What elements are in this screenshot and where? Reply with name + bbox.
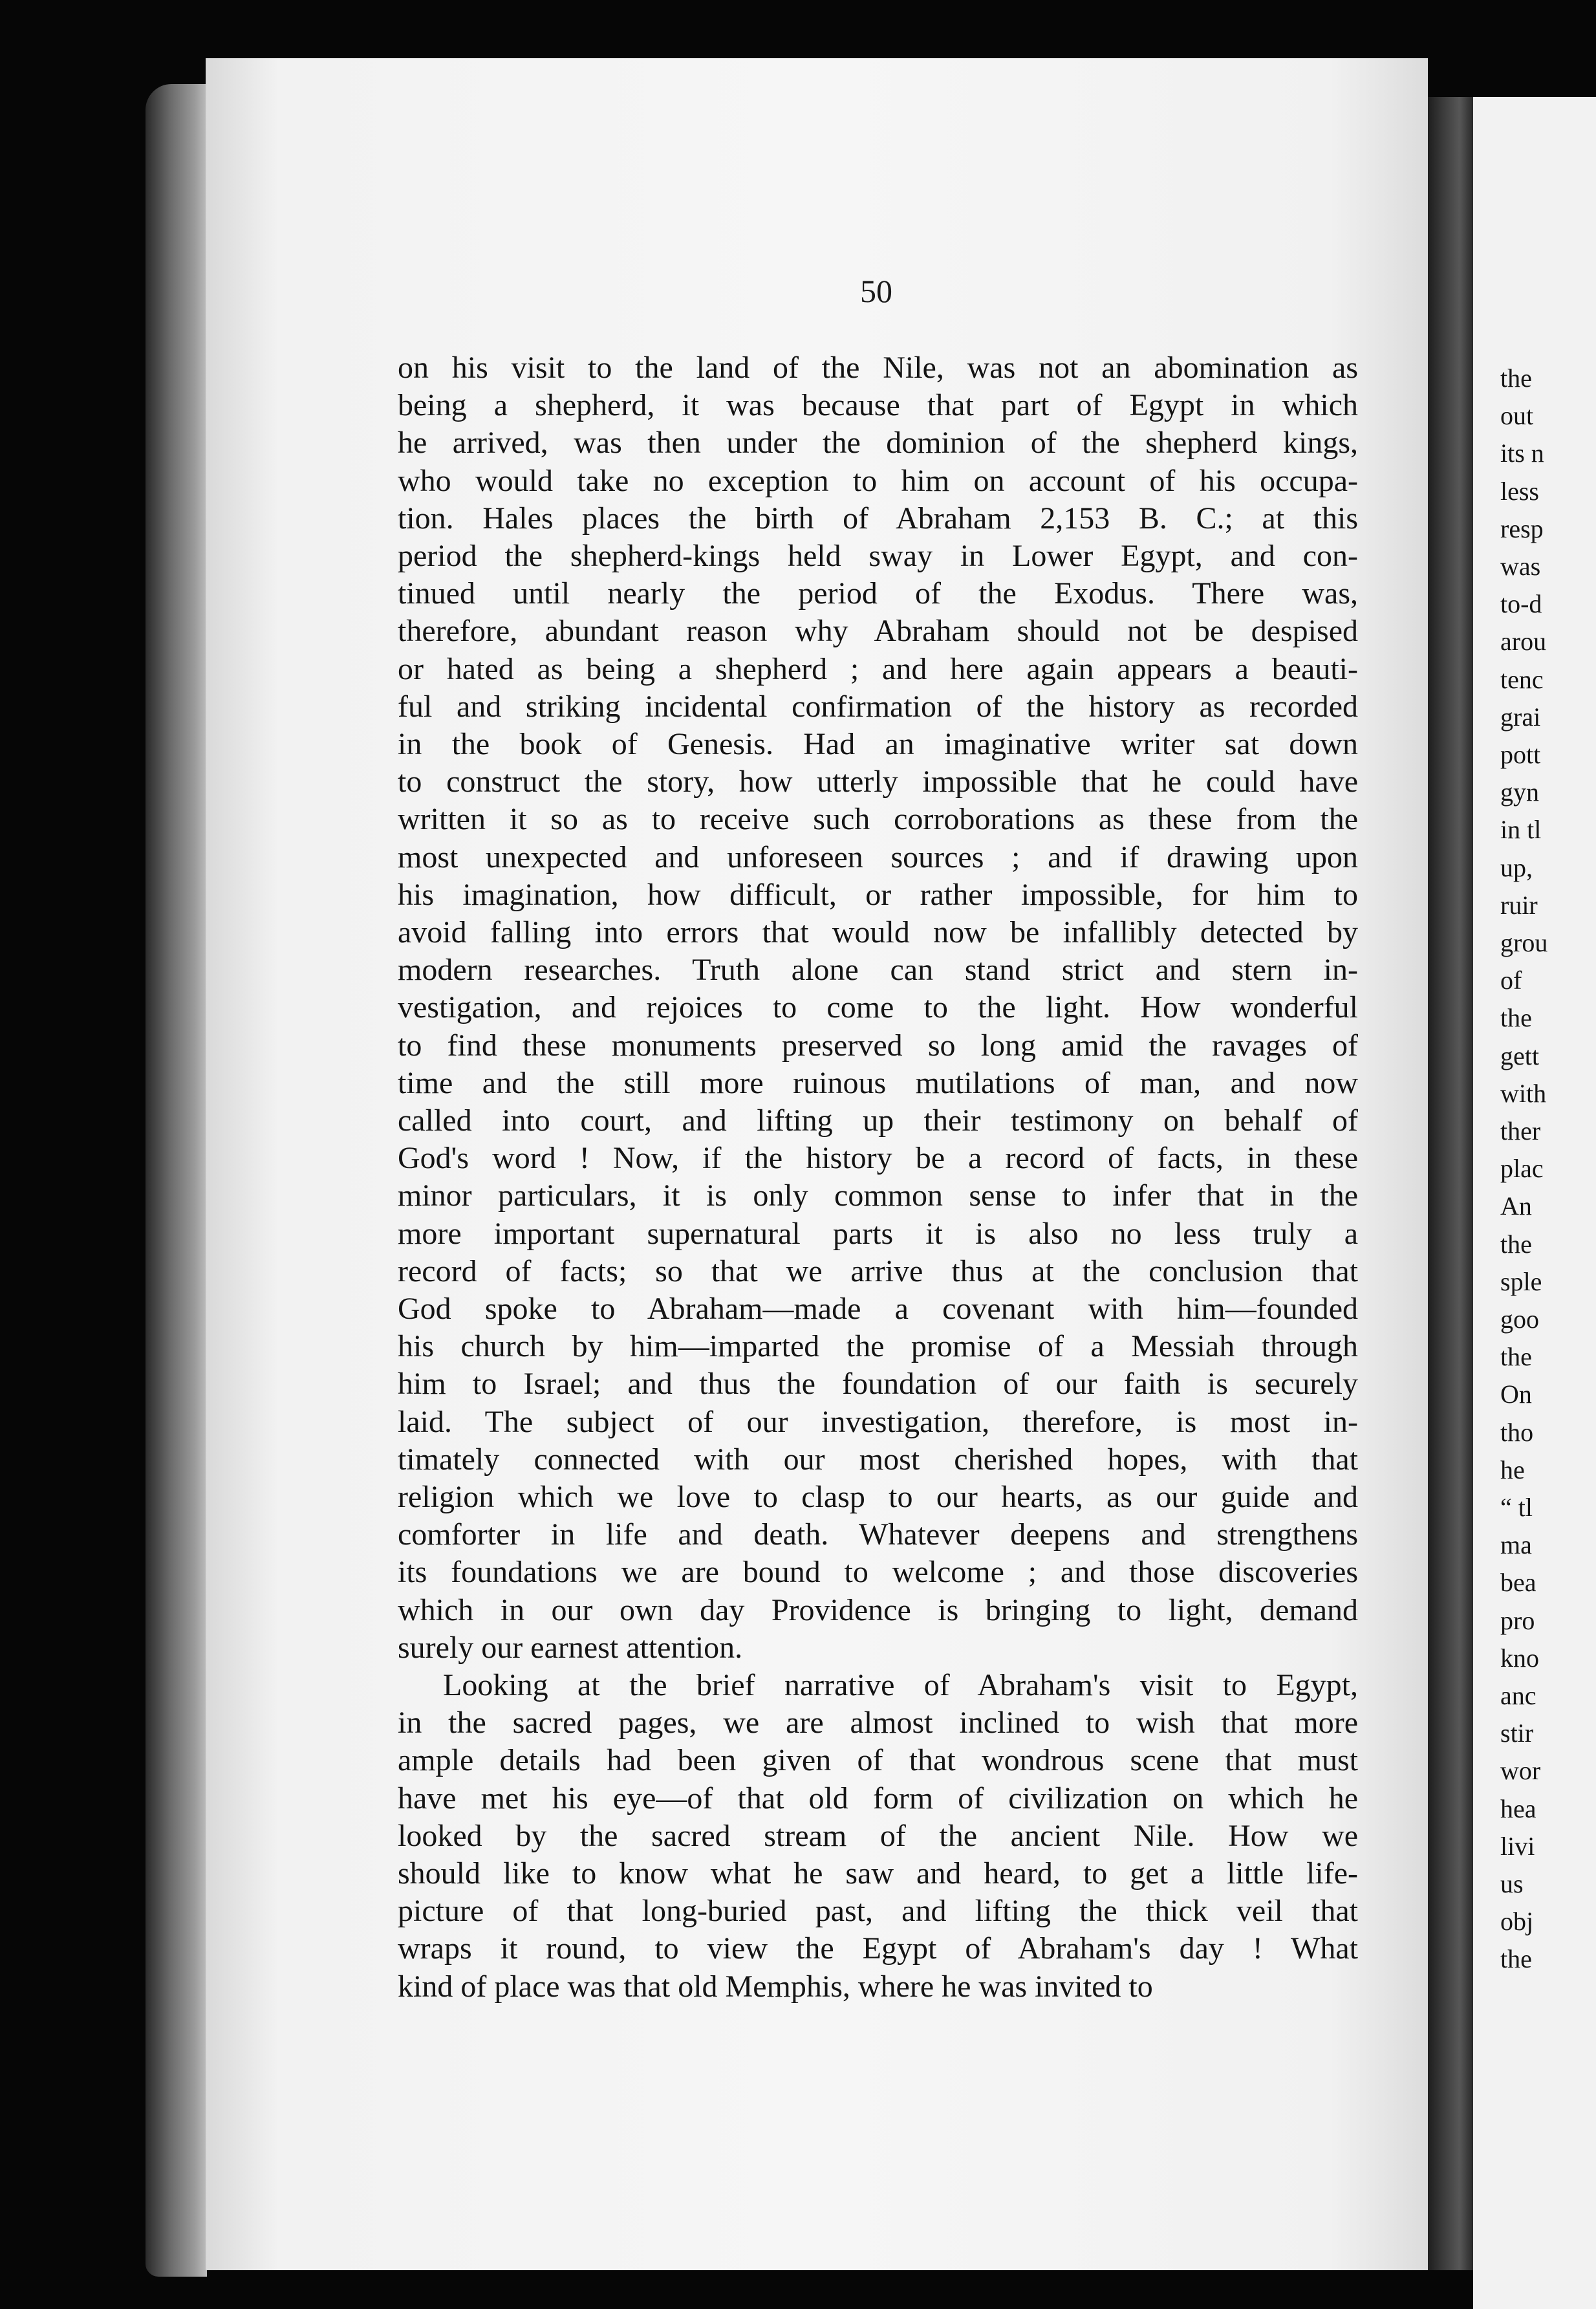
facing-page-line: anc [1500, 1681, 1537, 1710]
facing-page-line: the [1500, 1003, 1532, 1032]
facing-page-line: obj [1500, 1907, 1534, 1936]
facing-page-line: pro [1500, 1606, 1535, 1635]
facing-page-line: the [1500, 1944, 1532, 1973]
facing-page-line: On [1500, 1380, 1532, 1409]
facing-page-line: tho [1500, 1418, 1534, 1447]
facing-page [1473, 97, 1596, 2309]
facing-page-line: less [1500, 477, 1539, 506]
facing-page-line: us [1500, 1869, 1524, 1898]
facing-page-line: he [1500, 1455, 1525, 1484]
facing-page-line: out [1500, 401, 1534, 430]
text-line: period the shepherd-kings held sway in Lower Egypt, and con- [398, 539, 1358, 573]
text-line: ful and striking incidental confirmation of the history as recorded [398, 689, 1358, 724]
facing-page-line: in tl [1500, 815, 1542, 844]
facing-page-line: the [1500, 1342, 1532, 1371]
text-line: minor particulars, it is only common sense to infer that in the [398, 1178, 1358, 1213]
facing-page-line: its n [1500, 439, 1544, 468]
text-line: to find these monuments preserved so long amid the ravages of [398, 1028, 1358, 1063]
facing-page-line: with [1500, 1079, 1547, 1108]
text-line: have met his eye—of that old form of civilization on which he [398, 1781, 1358, 1816]
text-line: surely our earnest attention. [398, 1631, 743, 1665]
text-line: time and the still more ruinous mutilations of man, and now [398, 1066, 1358, 1100]
text-line: he arrived, was then under the dominion of the shepherd kings, [398, 426, 1358, 460]
text-line: religion which we love to clasp to our hearts, as our guide and [398, 1480, 1358, 1514]
page-edge-left [146, 84, 207, 2277]
text-line: comforter in life and death. Whatever deepens and strengthens [398, 1517, 1358, 1552]
facing-page-line: resp [1500, 514, 1544, 543]
text-line: in the sacred pages, we are almost inclined to wish that more [398, 1706, 1358, 1740]
text-line: being a shepherd, it was because that part of Egypt in which [398, 388, 1358, 422]
facing-page-line: plac [1500, 1154, 1544, 1183]
text-line: timately connected with our most cherished hopes, with that [398, 1442, 1358, 1477]
facing-page-line: tenc [1500, 665, 1544, 694]
facing-page-line: the [1500, 1230, 1532, 1259]
text-line: on his visit to the land of the Nile, was not an abomination as [398, 351, 1358, 385]
facing-page-line: “ tl [1500, 1493, 1533, 1522]
facing-page-line: ma [1500, 1530, 1532, 1559]
text-line: who would take no exception to him on account of his occupa- [398, 464, 1358, 498]
facing-page-line: livi [1500, 1832, 1535, 1861]
text-line: tion. Hales places the birth of Abraham 2,153 B. C.; at this [398, 501, 1358, 536]
text-line: to construct the story, how utterly impossible that he could have [398, 764, 1358, 799]
text-line: his church by him—imparted the promise of a Messiah through [398, 1329, 1358, 1363]
facing-page-line: gett [1500, 1041, 1539, 1070]
facing-page-line: bea [1500, 1568, 1537, 1597]
book-gutter [1428, 97, 1473, 2270]
text-line: Looking at the brief narrative of Abraham's visit to Egypt, [443, 1668, 1358, 1702]
facing-page-line: An [1500, 1191, 1532, 1220]
text-line: record of facts; so that we arrive thus at the conclusion that [398, 1254, 1358, 1288]
text-line: more important supernatural parts it is also no less truly a [398, 1217, 1358, 1251]
text-line: him to Israel; and thus the foundation of our faith is securely [398, 1367, 1358, 1401]
facing-page-line: ther [1500, 1116, 1541, 1145]
text-line: or hated as being a shepherd ; and here again appears a beauti- [398, 652, 1358, 686]
facing-page-line: up, [1500, 853, 1533, 882]
text-line: called into court, and lifting up their testimony on behalf of [398, 1103, 1358, 1138]
text-line: its foundations we are bound to welcome ; and those discoveries [398, 1555, 1358, 1589]
text-line: ample details had been given of that wondrous scene that must [398, 1743, 1358, 1777]
facing-page-line: arou [1500, 627, 1547, 656]
facing-page-line: grai [1500, 702, 1541, 732]
text-line: wraps it round, to view the Egypt of Abraham's day ! What [398, 1931, 1358, 1966]
text-line: vestigation, and rejoices to come to the light. How wonderful [398, 990, 1358, 1024]
text-line: therefore, abundant reason why Abraham should not be despised [398, 614, 1358, 648]
text-line: in the book of Genesis. Had an imaginative writer sat down [398, 727, 1358, 761]
facing-page-line: goo [1500, 1305, 1539, 1334]
text-line: most unexpected and unforeseen sources ; and if drawing upon [398, 840, 1358, 874]
facing-page-line: sple [1500, 1267, 1542, 1296]
text-line: God's word ! Now, if the history be a record of facts, in these [398, 1141, 1358, 1175]
facing-page-line: of [1500, 966, 1522, 995]
text-line: should like to know what he saw and heard, to get a little life- [398, 1856, 1358, 1891]
text-line: which in our own day Providence is bringing to light, demand [398, 1593, 1358, 1627]
facing-page-line: hea [1500, 1794, 1537, 1823]
facing-page-line: kno [1500, 1643, 1539, 1673]
text-line: avoid falling into errors that would now be infallibly detected by [398, 915, 1358, 949]
facing-page-line: ruir [1500, 891, 1538, 920]
facing-page-line: to-d [1500, 589, 1542, 618]
text-line: looked by the sacred stream of the ancient Nile. How we [398, 1819, 1358, 1853]
facing-page-line: gyn [1500, 777, 1539, 807]
facing-page-line: the [1500, 363, 1532, 393]
facing-page-line: wor [1500, 1756, 1541, 1785]
text-line: God spoke to Abraham—made a covenant with him—founded [398, 1292, 1358, 1326]
facing-page-line: grou [1500, 928, 1548, 957]
text-line: kind of place was that old Memphis, where he was invited to [398, 1969, 1153, 2004]
text-line: laid. The subject of our investigation, therefore, is most in- [398, 1405, 1358, 1439]
text-line: his imagination, how difficult, or rather impossible, for him to [398, 878, 1358, 912]
facing-page-line: was [1500, 552, 1541, 581]
text-line: picture of that long-buried past, and lifting the thick veil that [398, 1894, 1358, 1928]
text-line: tinued until nearly the period of the Exodus. There was, [398, 576, 1358, 611]
facing-page-line: stir [1500, 1718, 1534, 1748]
text-line: modern researches. Truth alone can stand strict and stern in- [398, 953, 1358, 987]
page-number: 50 [860, 273, 892, 309]
facing-page-line: pott [1500, 740, 1541, 769]
text-line: written it so as to receive such corroborations as these from the [398, 802, 1358, 836]
